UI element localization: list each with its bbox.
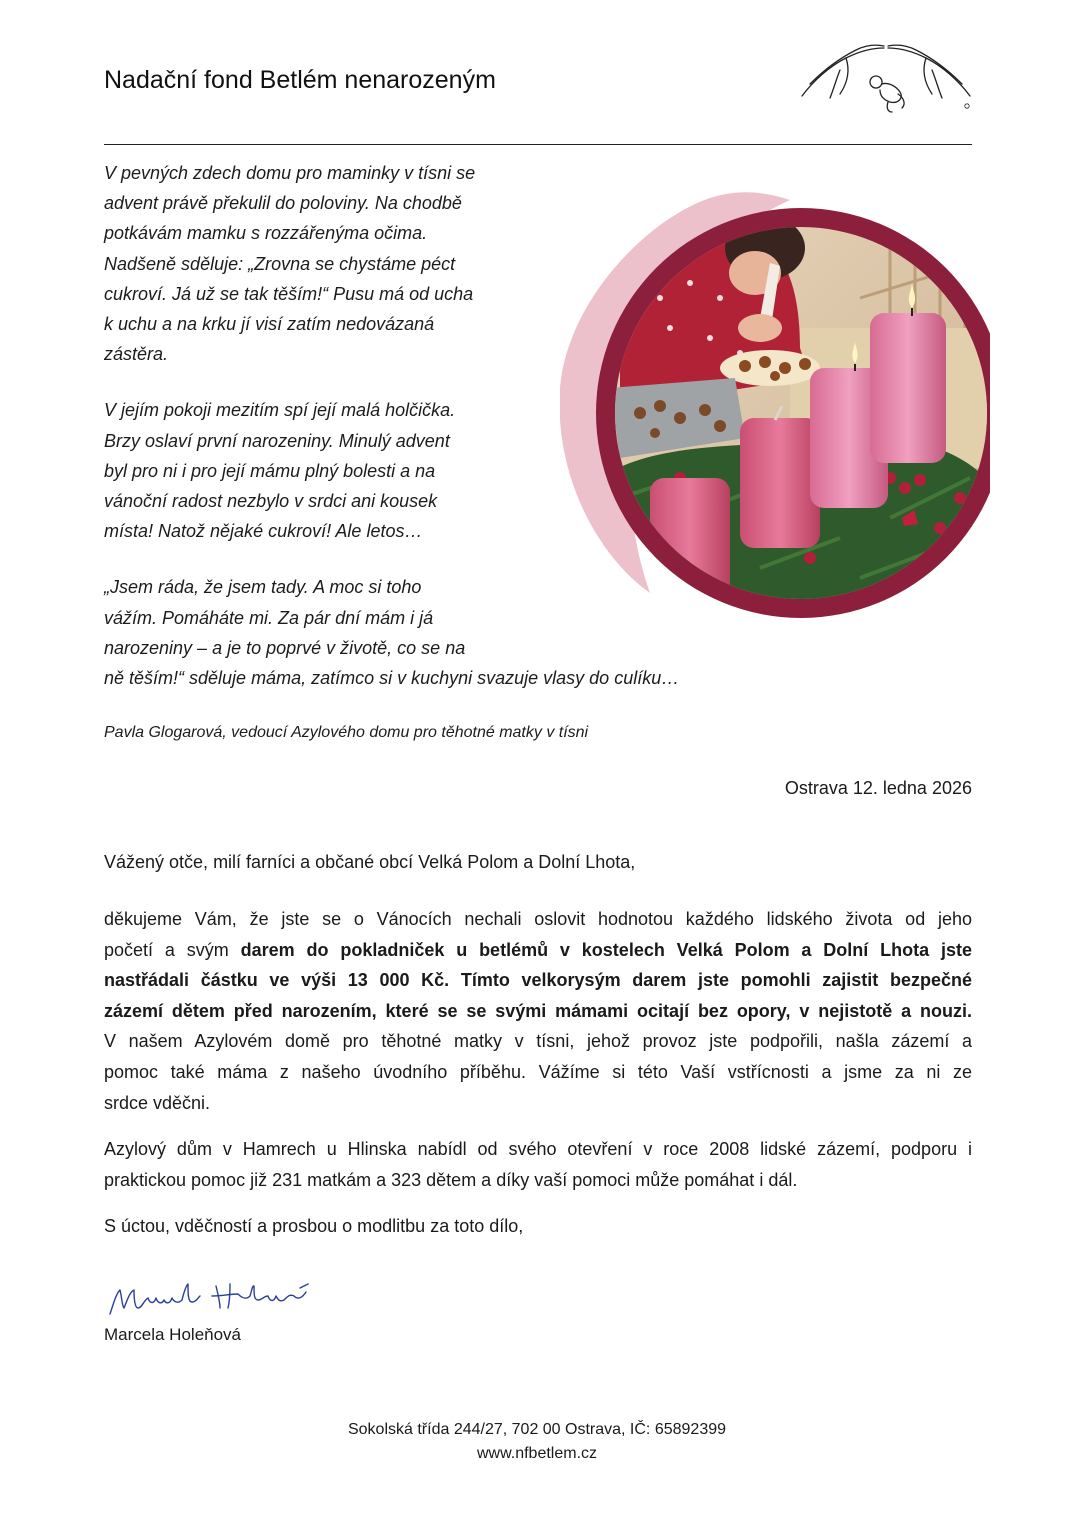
story-line: cukroví. Já už se tak těším!“ Pusu má od ucha: [104, 283, 474, 304]
paragraph-line: srdce vděčni.: [104, 1092, 211, 1113]
paragraph-line: Azylový dům v Hamrech u Hlinska nabídl od svého otevření v roce 2008 lidské zázemí, podporu i: [104, 1139, 972, 1159]
footer-address: Sokolská třída 244/27, 702 00 Ostrava, IČ: 65892399: [347, 1421, 727, 1438]
story-line: Nadšeně sděluje: „Zrovna se chystáme péct: [104, 253, 456, 274]
paragraph-text: početí a svým: [104, 939, 241, 960]
story-line: V jejím pokoji mezitím spí její malá holčička.: [104, 400, 456, 421]
paragraph-line: [104, 935, 972, 966]
letter-date: Ostrava 12. ledna 2026: [784, 778, 972, 798]
story-author: Pavla Glogarová, vedoucí Azylového domu pro těhotné matky v tísni: [104, 724, 589, 741]
donation-highlight-line: nastřádali částku ve výši 13 000 Kč. Tímto velkorysým darem jste pomohli zajistit bezpečné: [104, 970, 972, 991]
story-line: vážím. Pomáháte mi. Za pár dní mám i já: [104, 607, 434, 628]
paragraph-line: pomoc také máma z našeho úvodního příběhu. Vážíme si této Vaší vstřícnosti a jsme za ni ze: [104, 1061, 972, 1082]
hands-protecting-baby-icon: [800, 36, 972, 118]
letter-paragraph-2: [104, 1134, 972, 1195]
story-line: k uchu a na krku jí visí zatím nedovázaná: [104, 314, 435, 335]
closing-line: S úctou, vděčností a prosbou o modlitbu za toto dílo,: [104, 1216, 524, 1236]
paragraph-line: děkujeme Vám, že jste se o Vánocích nechali oslovit hodnotou každého lidského života od jeho: [104, 909, 972, 929]
story-line: „Jsem ráda, že jsem tady. A moc si toho: [104, 577, 422, 598]
signer-name: Marcela Holeňová: [104, 1325, 242, 1344]
story-line: vánoční radost nezbylo v srdci ani kousek: [104, 491, 438, 512]
advent-photo: [560, 178, 990, 653]
story-line: potkávám mamku s rozzářenýma očima.: [104, 223, 428, 244]
story-line: místa! Natož nějaké cukroví! Ale letos…: [104, 521, 423, 542]
donation-highlight: darem do pokladniček u betlémů v kostelech Velká Polom a Dolní Lhota jste: [240, 939, 972, 960]
story-line: byl pro ni i pro její mámu plný bolesti a na: [104, 460, 436, 481]
story-line: zástěra.: [104, 344, 169, 365]
header-divider: [104, 144, 972, 145]
story-line: narozeniny – a je to poprvé v životě, co se na: [104, 637, 466, 658]
footer: [0, 1418, 1074, 1466]
paragraph-line: praktickou pomoc již 231 matkám a 323 dětem a díky vaší pomoci může pomáhat i dál.: [104, 1169, 798, 1190]
organization-title: Nadační fond Betlém nenarozeným: [104, 66, 496, 94]
donation-highlight-line: zázemí dětem před narozením, které se se svými mámami ocitají bez opory, v nejistotě a nouzi.: [104, 1000, 972, 1021]
handwritten-signature: [104, 1278, 314, 1324]
story-line: advent právě překulil do poloviny. Na chodbě: [104, 193, 462, 214]
paragraph-line: V našem Azylovém domě pro těhotné matky v tísni, jehož provoz jste podpořili, našla zázemí a: [104, 1031, 972, 1052]
story-line: ně těším!“ sděluje máma, zatímco si v kuchyni svazuje vlasy do culíku…: [104, 668, 680, 689]
footer-website[interactable]: www.nfbetlem.cz: [476, 1445, 598, 1462]
letter-paragraph-1: [104, 904, 972, 1118]
story-line: Brzy oslaví první narozeniny. Minulý advent: [104, 430, 450, 451]
story-line: V pevných zdech domu pro maminky v tísni se: [104, 163, 476, 183]
salutation: Vážený otče, milí farníci a občané obcí Velká Polom a Dolní Lhota,: [104, 852, 636, 872]
